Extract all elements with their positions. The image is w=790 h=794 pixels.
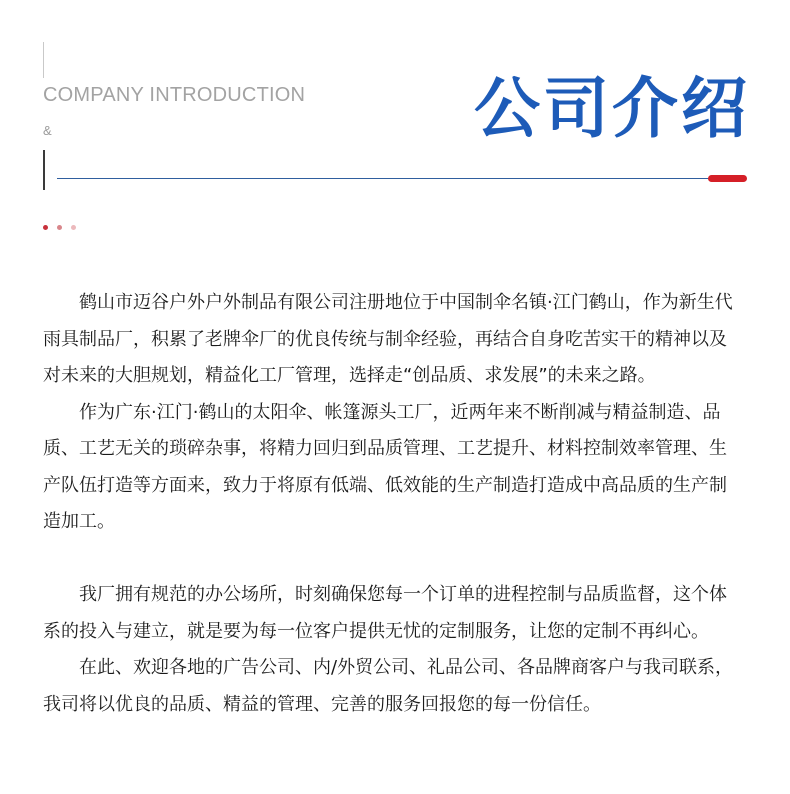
paragraph-1: 鹤山市迈谷户外户外制品有限公司注册地位于中国制伞名镇·江门鹤山，作为新生代雨具制品厂，积累了老牌伞厂的优良传统与制伞经验，再结合自身吃苦实干的精神以及对未来的大胆规划，精益化工厂管理，选择走“创品质、求发展”的未来之路。	[43, 292, 733, 386]
paragraph-2: 作为广东·江门·鹤山的太阳伞、帐篷源头工厂，近两年来不断削减与精益制造、品质、工艺无关的琐碎杂事，将精力回归到品质管理、工艺提升、材料控制效率管理、生产队伍打造等方面来，致力于将原有低端、低效能的生产制造打造成中高品质的生产制造加工。	[43, 401, 727, 532]
dot-2	[57, 225, 62, 230]
divider-red-cap	[708, 175, 747, 182]
vertical-accent-line-bottom	[43, 150, 45, 190]
header-divider-line	[57, 178, 713, 179]
paragraph-3: 我厂拥有规范的办公场所，时刻确保您每一个订单的进程控制与品质监督，这个体系的投入与建立，就是要为每一位客户提供无忧的定制服务，让您的定制不再纠心。	[43, 584, 727, 642]
dot-3	[71, 225, 76, 230]
ampersand-mark: &	[43, 123, 52, 138]
english-section-title: COMPANY INTRODUCTION	[43, 84, 306, 106]
decorative-dots	[43, 225, 76, 230]
chinese-section-title: 公司介绍	[474, 70, 750, 147]
paragraph-4: 在此、欢迎各地的广告公司、内/外贸公司、礼品公司、各品牌商客户与我司联系，我司将以优良的品质、精益的管理、完善的服务回报您的每一份信任。	[43, 657, 734, 715]
paragraph-gap	[43, 541, 743, 578]
intro-body	[43, 285, 743, 723]
vertical-accent-line-top	[43, 42, 44, 78]
dot-1	[43, 225, 48, 230]
